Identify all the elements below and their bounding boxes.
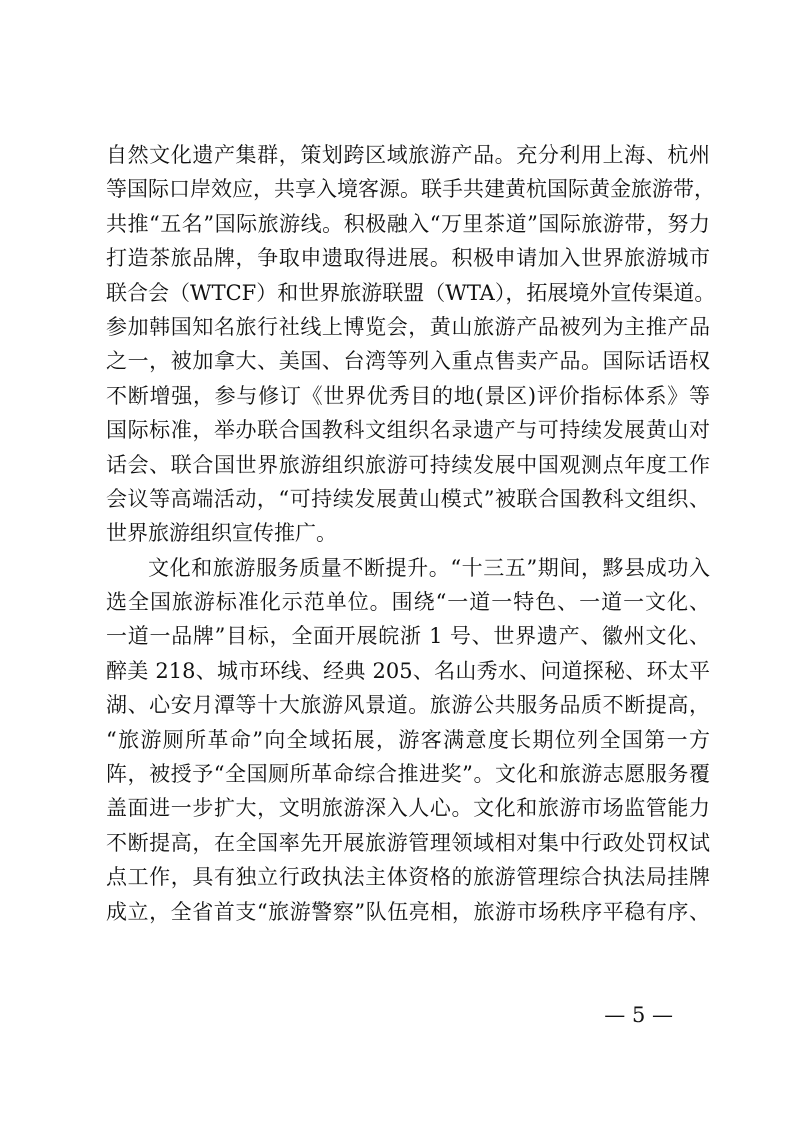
paragraph-1 bbox=[106, 138, 716, 551]
text-line: 等国际口岸效应，共享入境客源。联手共建黄杭国际黄金旅游带， bbox=[106, 177, 715, 202]
text-line: 参加韩国知名旅行社线上博览会，黄山旅游产品被列为主推产品 bbox=[106, 314, 710, 339]
text-line: 湖、心安月潭等十大旅游风景道。旅游公共服务品质不断提高， bbox=[106, 693, 710, 718]
text-line: 阵，被授予“全国厕所革命综合推进奖”。文化和旅游志愿服务覆 bbox=[106, 762, 710, 787]
text-line: 不断提高，在全国率先开展旅游管理领域相对集中行政处罚权试 bbox=[106, 830, 710, 855]
text-line: 点工作，具有独立行政执法主体资格的旅游管理综合执法局挂牌 bbox=[106, 865, 710, 890]
text-line: 共推“五名”国际旅游线。积极融入“万里茶道”国际旅游带，努力 bbox=[106, 211, 710, 236]
text-line: 联合会（WTCF）和世界旅游联盟（WTA），拓展境外宣传渠道。 bbox=[106, 280, 716, 305]
text-line: 成立，全省首支“旅游警察”队伍亮相，旅游市场秩序平稳有序、 bbox=[106, 899, 710, 924]
text-line: 之一，被加拿大、美国、台湾等列入重点售卖产品。国际话语权 bbox=[106, 349, 710, 374]
body-text bbox=[106, 138, 716, 929]
text-line: 一道一品牌”目标，全面开展皖浙 1 号、世界遗产、徽州文化、 bbox=[106, 624, 710, 649]
paragraph-2 bbox=[106, 551, 710, 929]
text-line: 选全国旅游标准化示范单位。围绕“一道一特色、一道一文化、 bbox=[106, 590, 710, 615]
text-line: 话会、联合国世界旅游组织旅游可持续发展中国观测点年度工作 bbox=[106, 452, 710, 477]
text-line: 世界旅游组织宣传推广。 bbox=[106, 521, 337, 546]
text-line: 会议等高端活动，“可持续发展黄山模式”被联合国教科文组织、 bbox=[106, 486, 710, 511]
page-number: — 5 — bbox=[604, 1003, 673, 1027]
text-line: 醉美 218、城市环线、经典 205、名山秀水、问道探秘、环太平 bbox=[106, 658, 710, 683]
text-line: “旅游厕所革命”向全域拓展，游客满意度长期位列全国第一方 bbox=[106, 727, 710, 752]
text-line: 文化和旅游服务质量不断提升。“十三五”期间，黟县成功入 bbox=[148, 555, 710, 580]
text-line: 打造茶旅品牌，争取申遗取得进展。积极申请加入世界旅游城市 bbox=[106, 246, 710, 271]
text-line: 不断增强，参与修订《世界优秀目的地(景区)评价指标体系》等 bbox=[106, 383, 710, 408]
text-line: 自然文化遗产集群，策划跨区域旅游产品。充分利用上海、杭州 bbox=[106, 143, 710, 167]
text-line: 盖面进一步扩大，文明旅游深入人心。文化和旅游市场监管能力 bbox=[106, 796, 710, 821]
text-line: 国际标准，举办联合国教科文组织名录遗产与可持续发展黄山对 bbox=[106, 418, 710, 443]
